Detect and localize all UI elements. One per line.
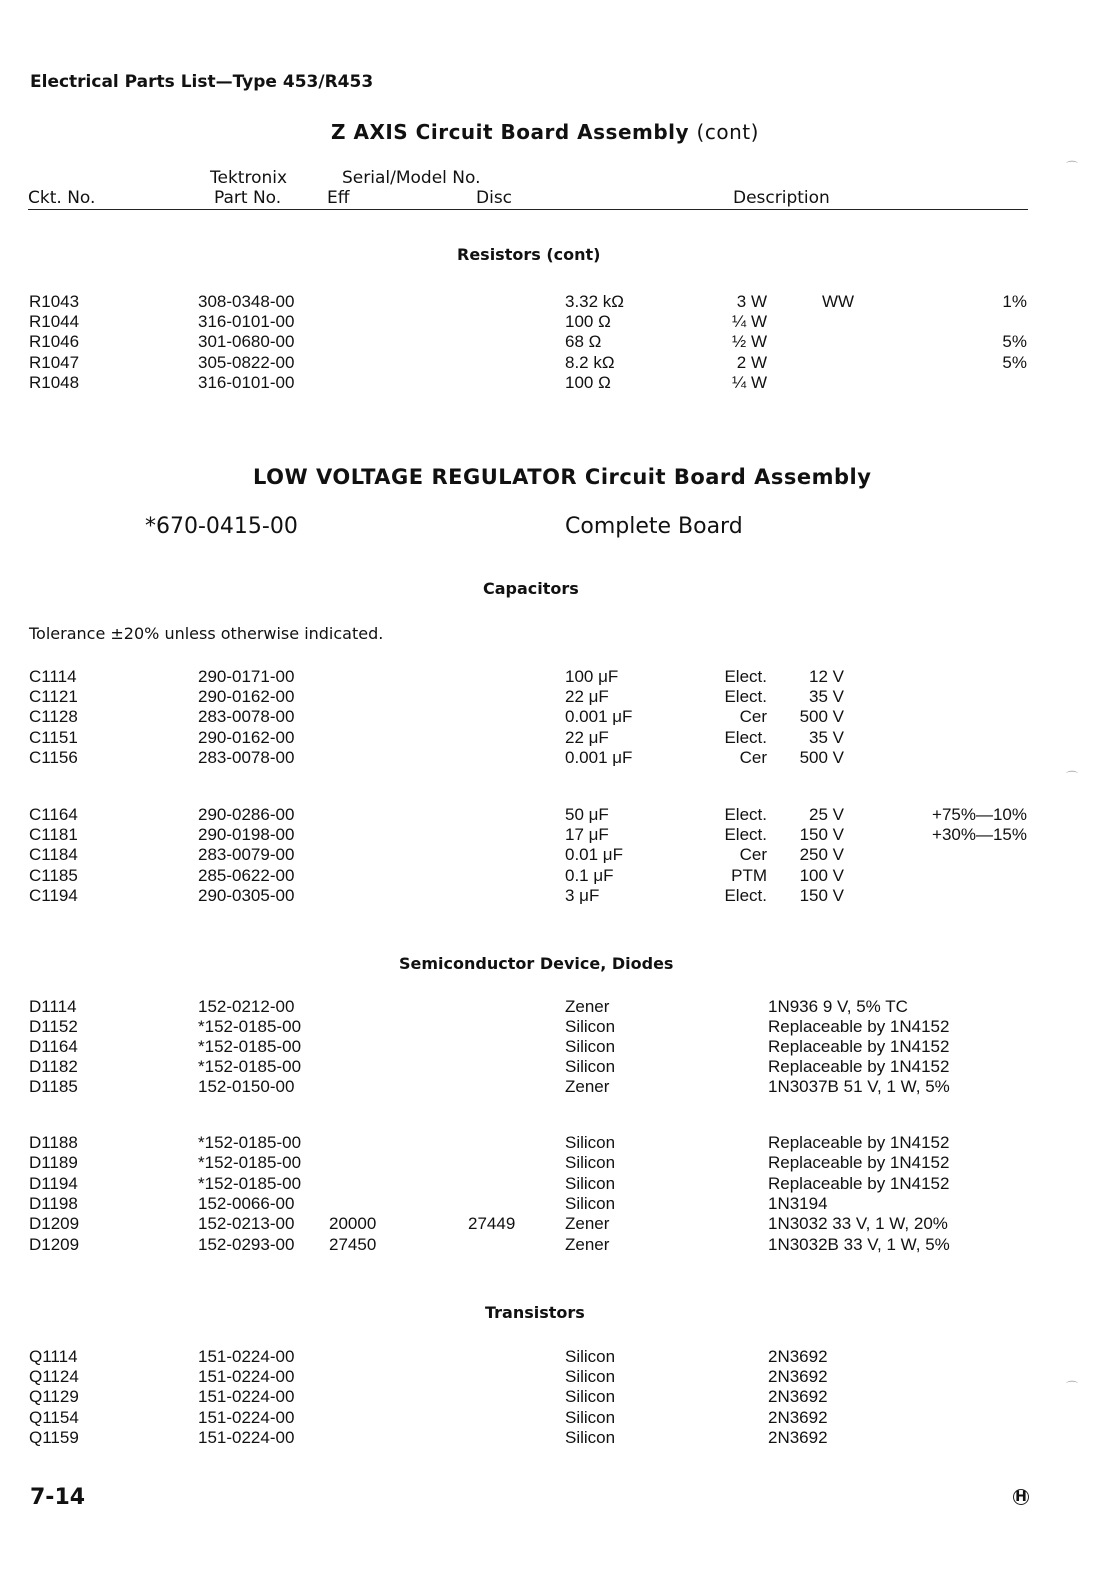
device-type: Silicon <box>565 1173 616 1193</box>
device-type: Zener <box>565 1214 610 1234</box>
col-serial-model: Serial/Model No. <box>342 168 481 188</box>
ckt-number: Q1159 <box>29 1427 79 1447</box>
table-row <box>0 1235 1107 1255</box>
voltage-rating: 150 V <box>799 885 844 905</box>
capacitor-type: Elect. <box>724 825 767 845</box>
description: 2N3692 <box>768 1387 828 1407</box>
voltage-rating: 35 V <box>809 687 844 707</box>
resistance-value: 8.2 kΩ <box>565 352 615 372</box>
part-number: 285-0622-00 <box>198 865 295 885</box>
resistance-value: 3.32 kΩ <box>565 292 625 311</box>
ckt-number: R1047 <box>29 352 80 372</box>
scan-mark: ⌒ <box>1066 1380 1079 1394</box>
part-number: 290-0162-00 <box>198 687 295 707</box>
ckt-number: R1046 <box>29 332 80 352</box>
part-number: 152-0293-00 <box>198 1234 295 1254</box>
voltage-rating: 35 V <box>809 727 844 747</box>
table-row <box>0 1017 1107 1037</box>
part-number: 151-0224-00 <box>198 1427 295 1447</box>
part-number: 290-0162-00 <box>198 727 295 747</box>
part-number: 283-0079-00 <box>198 845 295 865</box>
description: 1N3194 <box>768 1193 828 1213</box>
capacitance-value: 100 μF <box>565 667 619 686</box>
ckt-number: C1121 <box>29 687 78 707</box>
table-row <box>0 825 1107 845</box>
col-tektronix: Tektronix <box>210 168 288 188</box>
voltage-rating: 100 V <box>799 865 844 885</box>
table-row <box>0 1077 1107 1097</box>
table-row <box>0 312 1107 332</box>
device-type: Silicon <box>565 1367 616 1387</box>
serial-eff: 27450 <box>329 1234 377 1254</box>
tolerance-note: Tolerance ±20% unless otherwise indicated. <box>29 624 384 643</box>
part-number: 316-0101-00 <box>198 372 295 392</box>
scan-mark: ⌒ <box>1066 160 1079 174</box>
part-number: *152-0185-00 <box>198 1153 302 1173</box>
table-row <box>0 1153 1107 1173</box>
ckt-number: C1184 <box>29 845 78 865</box>
capacitor-type: Elect. <box>724 687 767 707</box>
ckt-number: C1181 <box>29 825 78 845</box>
resistance-value: 100 Ω <box>565 312 611 332</box>
description: 2N3692 <box>768 1407 828 1427</box>
description: 1N3032 33 V, 1 W, 20% <box>768 1214 948 1234</box>
ckt-number: C1114 <box>29 667 77 686</box>
description: Replaceable by 1N4152 <box>768 1037 950 1057</box>
part-number: 290-0286-00 <box>198 805 295 824</box>
tolerance: 1% <box>1002 292 1027 311</box>
ckt-number: C1151 <box>29 727 78 747</box>
device-type: Zener <box>565 1234 610 1254</box>
part-number: *152-0185-00 <box>198 1057 302 1077</box>
capacitance-value: 17 μF <box>565 825 609 845</box>
table-row <box>0 805 1107 825</box>
tektronix-logo-icon: H <box>1013 1489 1029 1505</box>
device-type: Silicon <box>565 1407 616 1427</box>
part-number: 152-0066-00 <box>198 1193 295 1213</box>
table-row <box>0 1408 1107 1428</box>
description: 2N3692 <box>768 1367 828 1387</box>
ckt-number: D1114 <box>29 997 77 1016</box>
tolerance: 5% <box>1002 352 1027 372</box>
capacitance-value: 22 μF <box>565 687 609 707</box>
device-type: Silicon <box>565 1017 616 1037</box>
ckt-number: D1194 <box>29 1173 78 1193</box>
power-rating: 2 W <box>736 352 767 372</box>
zaxis-title-cont: (cont) <box>696 120 759 144</box>
resistors-heading: Resistors (cont) <box>457 245 601 264</box>
ckt-number: R1043 <box>29 292 80 311</box>
part-number: 316-0101-00 <box>198 312 295 332</box>
device-type: Silicon <box>565 1347 616 1366</box>
part-number: 290-0198-00 <box>198 825 295 845</box>
page-number: 7-14 <box>30 1485 86 1510</box>
resistance-value: 68 Ω <box>565 332 602 352</box>
ckt-number: D1164 <box>29 1037 78 1057</box>
table-row <box>0 1174 1107 1194</box>
table-row <box>0 1387 1107 1407</box>
part-number: 151-0224-00 <box>198 1347 295 1366</box>
ckt-number: Q1154 <box>29 1407 79 1427</box>
voltage-rating: 25 V <box>809 805 844 824</box>
serial-eff: 20000 <box>329 1214 377 1234</box>
serial-disc: 27449 <box>468 1214 516 1234</box>
capacitor-type: Cer <box>739 747 767 767</box>
capacitor-type: Elect. <box>724 805 767 824</box>
part-number: 283-0078-00 <box>198 747 295 767</box>
power-rating: ¼ W <box>732 312 767 332</box>
table-row <box>0 886 1107 906</box>
resistance-value: 100 Ω <box>565 372 611 392</box>
col-eff: Eff <box>327 188 350 208</box>
device-type: Silicon <box>565 1153 616 1173</box>
capacitance-value: 0.001 μF <box>565 707 633 727</box>
ckt-number: C1128 <box>29 707 78 727</box>
header-rule <box>28 209 1028 210</box>
ckt-number: C1185 <box>29 865 78 885</box>
voltage-rating: 150 V <box>799 825 844 845</box>
part-number: 290-0305-00 <box>198 885 295 905</box>
ckt-number: D1152 <box>29 1017 78 1037</box>
description: 2N3692 <box>768 1347 828 1366</box>
diodes-heading: Semiconductor Device, Diodes <box>399 954 674 973</box>
capacitor-type: Cer <box>739 707 767 727</box>
capacitor-type: Elect. <box>724 667 767 686</box>
part-number: 152-0212-00 <box>198 997 295 1016</box>
voltage-rating: 500 V <box>799 707 844 727</box>
tolerance: 5% <box>1002 332 1027 352</box>
tolerance: +30%—15% <box>932 825 1027 845</box>
ckt-number: D1185 <box>29 1077 78 1097</box>
capacitance-value: 22 μF <box>565 727 609 747</box>
description: Replaceable by 1N4152 <box>768 1133 950 1152</box>
device-type: Silicon <box>565 1037 616 1057</box>
capacitors-heading: Capacitors <box>483 579 579 598</box>
ckt-number: Q1129 <box>29 1387 79 1407</box>
capacitor-type: Cer <box>739 845 767 865</box>
description: Replaceable by 1N4152 <box>768 1173 950 1193</box>
ckt-number: R1044 <box>29 312 80 332</box>
table-row <box>0 707 1107 727</box>
capacitor-type: Elect. <box>724 727 767 747</box>
voltage-rating: 250 V <box>799 845 844 865</box>
ckt-number: D1182 <box>29 1057 78 1077</box>
col-ckt-no: Ckt. No. <box>28 188 96 208</box>
part-number: 151-0224-00 <box>198 1407 295 1427</box>
capacitance-value: 0.1 μF <box>565 865 614 885</box>
part-number: 151-0224-00 <box>198 1367 295 1387</box>
scan-mark: ⌒ <box>1066 770 1079 784</box>
part-number: *152-0185-00 <box>198 1017 302 1037</box>
table-row <box>0 1037 1107 1057</box>
device-type: Silicon <box>565 1133 616 1152</box>
description: 1N3037B 51 V, 1 W, 5% <box>768 1077 950 1097</box>
ckt-number: D1198 <box>29 1193 78 1213</box>
table-row <box>0 1214 1107 1234</box>
part-number: 283-0078-00 <box>198 707 295 727</box>
part-number: 301-0680-00 <box>198 332 295 352</box>
ckt-number: D1209 <box>29 1214 80 1234</box>
description: 1N936 9 V, 5% TC <box>768 997 908 1016</box>
device-type: Silicon <box>565 1387 616 1407</box>
table-row <box>0 728 1107 748</box>
part-number: *152-0185-00 <box>198 1037 302 1057</box>
device-type: Silicon <box>565 1057 616 1077</box>
lvr-title: LOW VOLTAGE REGULATOR Circuit Board Assembly <box>253 465 872 489</box>
power-rating: ¼ W <box>732 372 767 392</box>
part-number: 308-0348-00 <box>198 292 295 311</box>
col-description: Description <box>733 188 830 208</box>
ckt-number: C1164 <box>29 805 78 824</box>
capacitance-value: 0.01 μF <box>565 845 623 865</box>
board-part-number: *670-0415-00 <box>145 514 298 539</box>
power-rating: 3 W <box>736 292 767 311</box>
device-type: Silicon <box>565 1193 616 1213</box>
ckt-number: Q1114 <box>29 1347 78 1366</box>
ckt-number: Q1124 <box>29 1367 79 1387</box>
running-head: Electrical Parts List—Type 453/R453 <box>30 72 374 92</box>
table-row <box>0 1057 1107 1077</box>
capacitance-value: 3 μF <box>565 885 600 905</box>
part-number: 151-0224-00 <box>198 1387 295 1407</box>
table-row <box>0 292 1107 312</box>
ckt-number: C1156 <box>29 747 78 767</box>
table-row <box>0 332 1107 352</box>
table-row <box>0 748 1107 768</box>
description: Replaceable by 1N4152 <box>768 1153 950 1173</box>
table-row <box>0 866 1107 886</box>
voltage-rating: 500 V <box>799 747 844 767</box>
description: 2N3692 <box>768 1427 828 1447</box>
table-row <box>0 687 1107 707</box>
board-description: Complete Board <box>565 514 743 539</box>
capacitance-value: 0.001 μF <box>565 747 633 767</box>
zaxis-title <box>331 120 759 144</box>
capacitor-type: PTM <box>731 865 767 885</box>
power-rating: ½ W <box>732 332 767 352</box>
device-type: Zener <box>565 1077 610 1097</box>
zaxis-title-main: Z AXIS Circuit Board Assembly <box>331 120 690 144</box>
tolerance: +75%—10% <box>932 805 1027 824</box>
voltage-rating: 12 V <box>809 667 844 686</box>
part-number: 290-0171-00 <box>198 667 295 686</box>
table-row <box>0 1194 1107 1214</box>
table-row <box>0 1347 1107 1367</box>
ckt-number: D1188 <box>29 1133 78 1152</box>
description: Replaceable by 1N4152 <box>768 1057 950 1077</box>
table-row <box>0 845 1107 865</box>
col-disc: Disc <box>476 188 513 208</box>
capacitance-value: 50 μF <box>565 805 609 824</box>
part-number: 152-0150-00 <box>198 1077 295 1097</box>
device-type: Zener <box>565 997 610 1016</box>
ckt-number: D1209 <box>29 1234 80 1254</box>
table-row <box>0 1133 1107 1153</box>
table-row <box>0 1367 1107 1387</box>
resistor-type: WW <box>822 292 855 311</box>
table-row <box>0 1428 1107 1448</box>
transistors-heading: Transistors <box>485 1303 585 1322</box>
description: Replaceable by 1N4152 <box>768 1017 950 1037</box>
ckt-number: D1189 <box>29 1153 78 1173</box>
table-row <box>0 667 1107 687</box>
col-part-no: Part No. <box>214 188 282 208</box>
table-row <box>0 997 1107 1017</box>
ckt-number: C1194 <box>29 885 78 905</box>
table-row <box>0 373 1107 393</box>
part-number: *152-0185-00 <box>198 1133 302 1152</box>
ckt-number: R1048 <box>29 372 80 392</box>
part-number: 305-0822-00 <box>198 352 295 372</box>
part-number: 152-0213-00 <box>198 1214 295 1234</box>
table-row <box>0 353 1107 373</box>
device-type: Silicon <box>565 1427 616 1447</box>
part-number: *152-0185-00 <box>198 1173 302 1193</box>
description: 1N3032B 33 V, 1 W, 5% <box>768 1234 950 1254</box>
capacitor-type: Elect. <box>724 885 767 905</box>
